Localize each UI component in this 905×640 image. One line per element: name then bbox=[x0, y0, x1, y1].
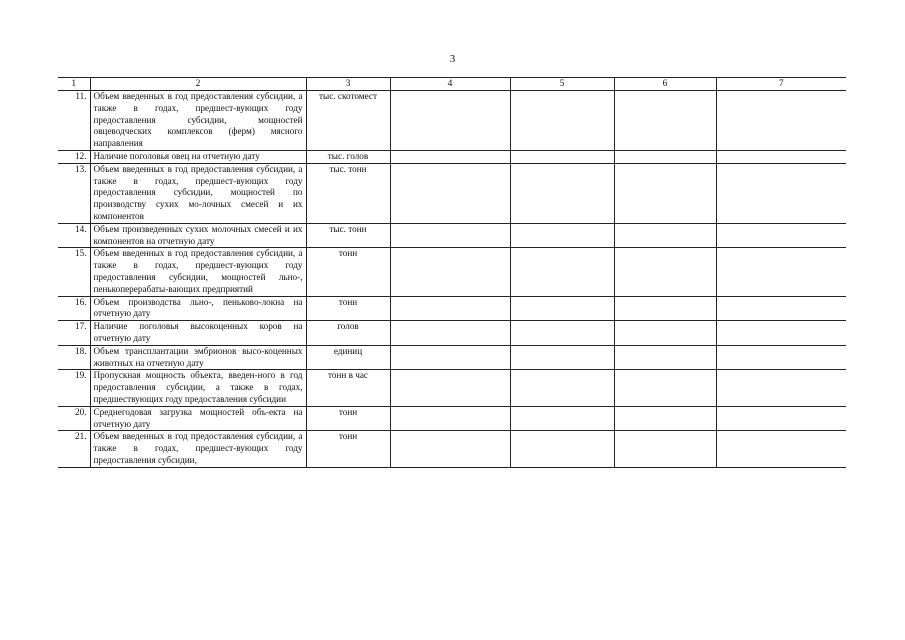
cell-col-6 bbox=[614, 163, 716, 223]
cell-col-7 bbox=[716, 345, 846, 370]
cell-col-5 bbox=[510, 223, 614, 248]
cell-col-5 bbox=[510, 321, 614, 346]
cell-col-6 bbox=[614, 223, 716, 248]
cell-col-5 bbox=[510, 91, 614, 151]
row-description: Наличие поголовья высокоценных коров на отчетную дату bbox=[90, 321, 306, 346]
table-row bbox=[58, 91, 846, 151]
cell-col-7 bbox=[716, 321, 846, 346]
cell-col-4 bbox=[390, 296, 510, 321]
table-row bbox=[58, 150, 846, 163]
cell-col-4 bbox=[390, 91, 510, 151]
cell-col-7 bbox=[716, 370, 846, 406]
cell-col-7 bbox=[716, 296, 846, 321]
column-header-5: 5 bbox=[510, 78, 614, 91]
table-body bbox=[58, 91, 846, 468]
table-row bbox=[58, 223, 846, 248]
cell-col-6 bbox=[614, 321, 716, 346]
row-unit: тыс. голов bbox=[306, 150, 390, 163]
row-number: 19. bbox=[58, 370, 90, 406]
column-header-2: 2 bbox=[90, 78, 306, 91]
cell-col-6 bbox=[614, 150, 716, 163]
table-row bbox=[58, 296, 846, 321]
cell-col-4 bbox=[390, 406, 510, 431]
cell-col-5 bbox=[510, 370, 614, 406]
cell-col-7 bbox=[716, 223, 846, 248]
row-description: Объем введенных в год предоставления субсидии, а также в годах, предшест-вующих году предоставления субсидии, мощностей по производству сухих мо-лочных смесей и их компонентов bbox=[90, 163, 306, 223]
cell-col-5 bbox=[510, 296, 614, 321]
row-description: Наличие поголовья овец на отчетную дату bbox=[90, 150, 306, 163]
row-description: Объем введенных в год предоставления субсидии, а также в годах, предшест-вующих году предоставления субсидии, мощностей овцеводческих комплексов (ферм) мясного направления bbox=[90, 91, 306, 151]
row-number: 16. bbox=[58, 296, 90, 321]
row-description: Объем введенных в год предоставления субсидии, а также в годах, предшест-вующих году предоставления субсидии, мощностей льно-, пенькоперерабаты-вающих предприятий bbox=[90, 248, 306, 296]
cell-col-7 bbox=[716, 406, 846, 431]
row-unit: тыс. тонн bbox=[306, 163, 390, 223]
cell-col-4 bbox=[390, 163, 510, 223]
row-unit: тонн bbox=[306, 406, 390, 431]
row-number: 20. bbox=[58, 406, 90, 431]
row-unit: тонн bbox=[306, 248, 390, 296]
cell-col-7 bbox=[716, 150, 846, 163]
cell-col-7 bbox=[716, 91, 846, 151]
table-row bbox=[58, 163, 846, 223]
column-header-4: 4 bbox=[390, 78, 510, 91]
table-row bbox=[58, 406, 846, 431]
table-header-row bbox=[58, 78, 846, 91]
cell-col-4 bbox=[390, 370, 510, 406]
cell-col-4 bbox=[390, 345, 510, 370]
cell-col-7 bbox=[716, 248, 846, 296]
cell-col-6 bbox=[614, 431, 716, 467]
cell-col-4 bbox=[390, 431, 510, 467]
column-header-6: 6 bbox=[614, 78, 716, 91]
cell-col-5 bbox=[510, 406, 614, 431]
cell-col-4 bbox=[390, 223, 510, 248]
page-number: 3 bbox=[449, 53, 456, 65]
row-number: 14. bbox=[58, 223, 90, 248]
row-unit: голов bbox=[306, 321, 390, 346]
table-row bbox=[58, 248, 846, 296]
cell-col-6 bbox=[614, 406, 716, 431]
row-description: Среднегодовая загрузка мощностей объ-екта на отчетную дату bbox=[90, 406, 306, 431]
table-row bbox=[58, 370, 846, 406]
row-description: Пропускная мощность объекта, введен-ного в год предоставления субсидии, а также в годах, предшествующих году предоставления субсидии bbox=[90, 370, 306, 406]
cell-col-6 bbox=[614, 345, 716, 370]
row-description: Объем производства льно-, пеньково-локна на отчетную дату bbox=[90, 296, 306, 321]
indicator-table bbox=[58, 77, 846, 468]
row-unit: тыс. тонн bbox=[306, 223, 390, 248]
row-number: 12. bbox=[58, 150, 90, 163]
row-description: Объем введенных в год предоставления субсидии, а также в годах, предшест-вующих году предоставления субсидии, bbox=[90, 431, 306, 467]
row-description: Объем трансплантации эмбрионов высо-коценных животных на отчетную дату bbox=[90, 345, 306, 370]
cell-col-4 bbox=[390, 150, 510, 163]
cell-col-6 bbox=[614, 370, 716, 406]
cell-col-4 bbox=[390, 321, 510, 346]
row-number: 15. bbox=[58, 248, 90, 296]
row-unit: тонн в час bbox=[306, 370, 390, 406]
table-row bbox=[58, 321, 846, 346]
column-header-1: 1 bbox=[58, 78, 90, 91]
row-unit: единиц bbox=[306, 345, 390, 370]
row-number: 17. bbox=[58, 321, 90, 346]
cell-col-7 bbox=[716, 163, 846, 223]
row-number: 21. bbox=[58, 431, 90, 467]
row-description: Объем произведенных сухих молочных смесей и их компонентов на отчетную дату bbox=[90, 223, 306, 248]
cell-col-4 bbox=[390, 248, 510, 296]
cell-col-5 bbox=[510, 248, 614, 296]
cell-col-6 bbox=[614, 248, 716, 296]
cell-col-7 bbox=[716, 431, 846, 467]
table-row bbox=[58, 431, 846, 467]
cell-col-6 bbox=[614, 296, 716, 321]
row-unit: тонн bbox=[306, 431, 390, 467]
cell-col-5 bbox=[510, 150, 614, 163]
row-number: 11. bbox=[58, 91, 90, 151]
row-number: 13. bbox=[58, 163, 90, 223]
column-header-3: 3 bbox=[306, 78, 390, 91]
cell-col-5 bbox=[510, 345, 614, 370]
row-unit: тонн bbox=[306, 296, 390, 321]
table-row bbox=[58, 345, 846, 370]
row-unit: тыс. скотомест bbox=[306, 91, 390, 151]
row-number: 18. bbox=[58, 345, 90, 370]
cell-col-5 bbox=[510, 163, 614, 223]
column-header-7: 7 bbox=[716, 78, 846, 91]
cell-col-6 bbox=[614, 91, 716, 151]
cell-col-5 bbox=[510, 431, 614, 467]
